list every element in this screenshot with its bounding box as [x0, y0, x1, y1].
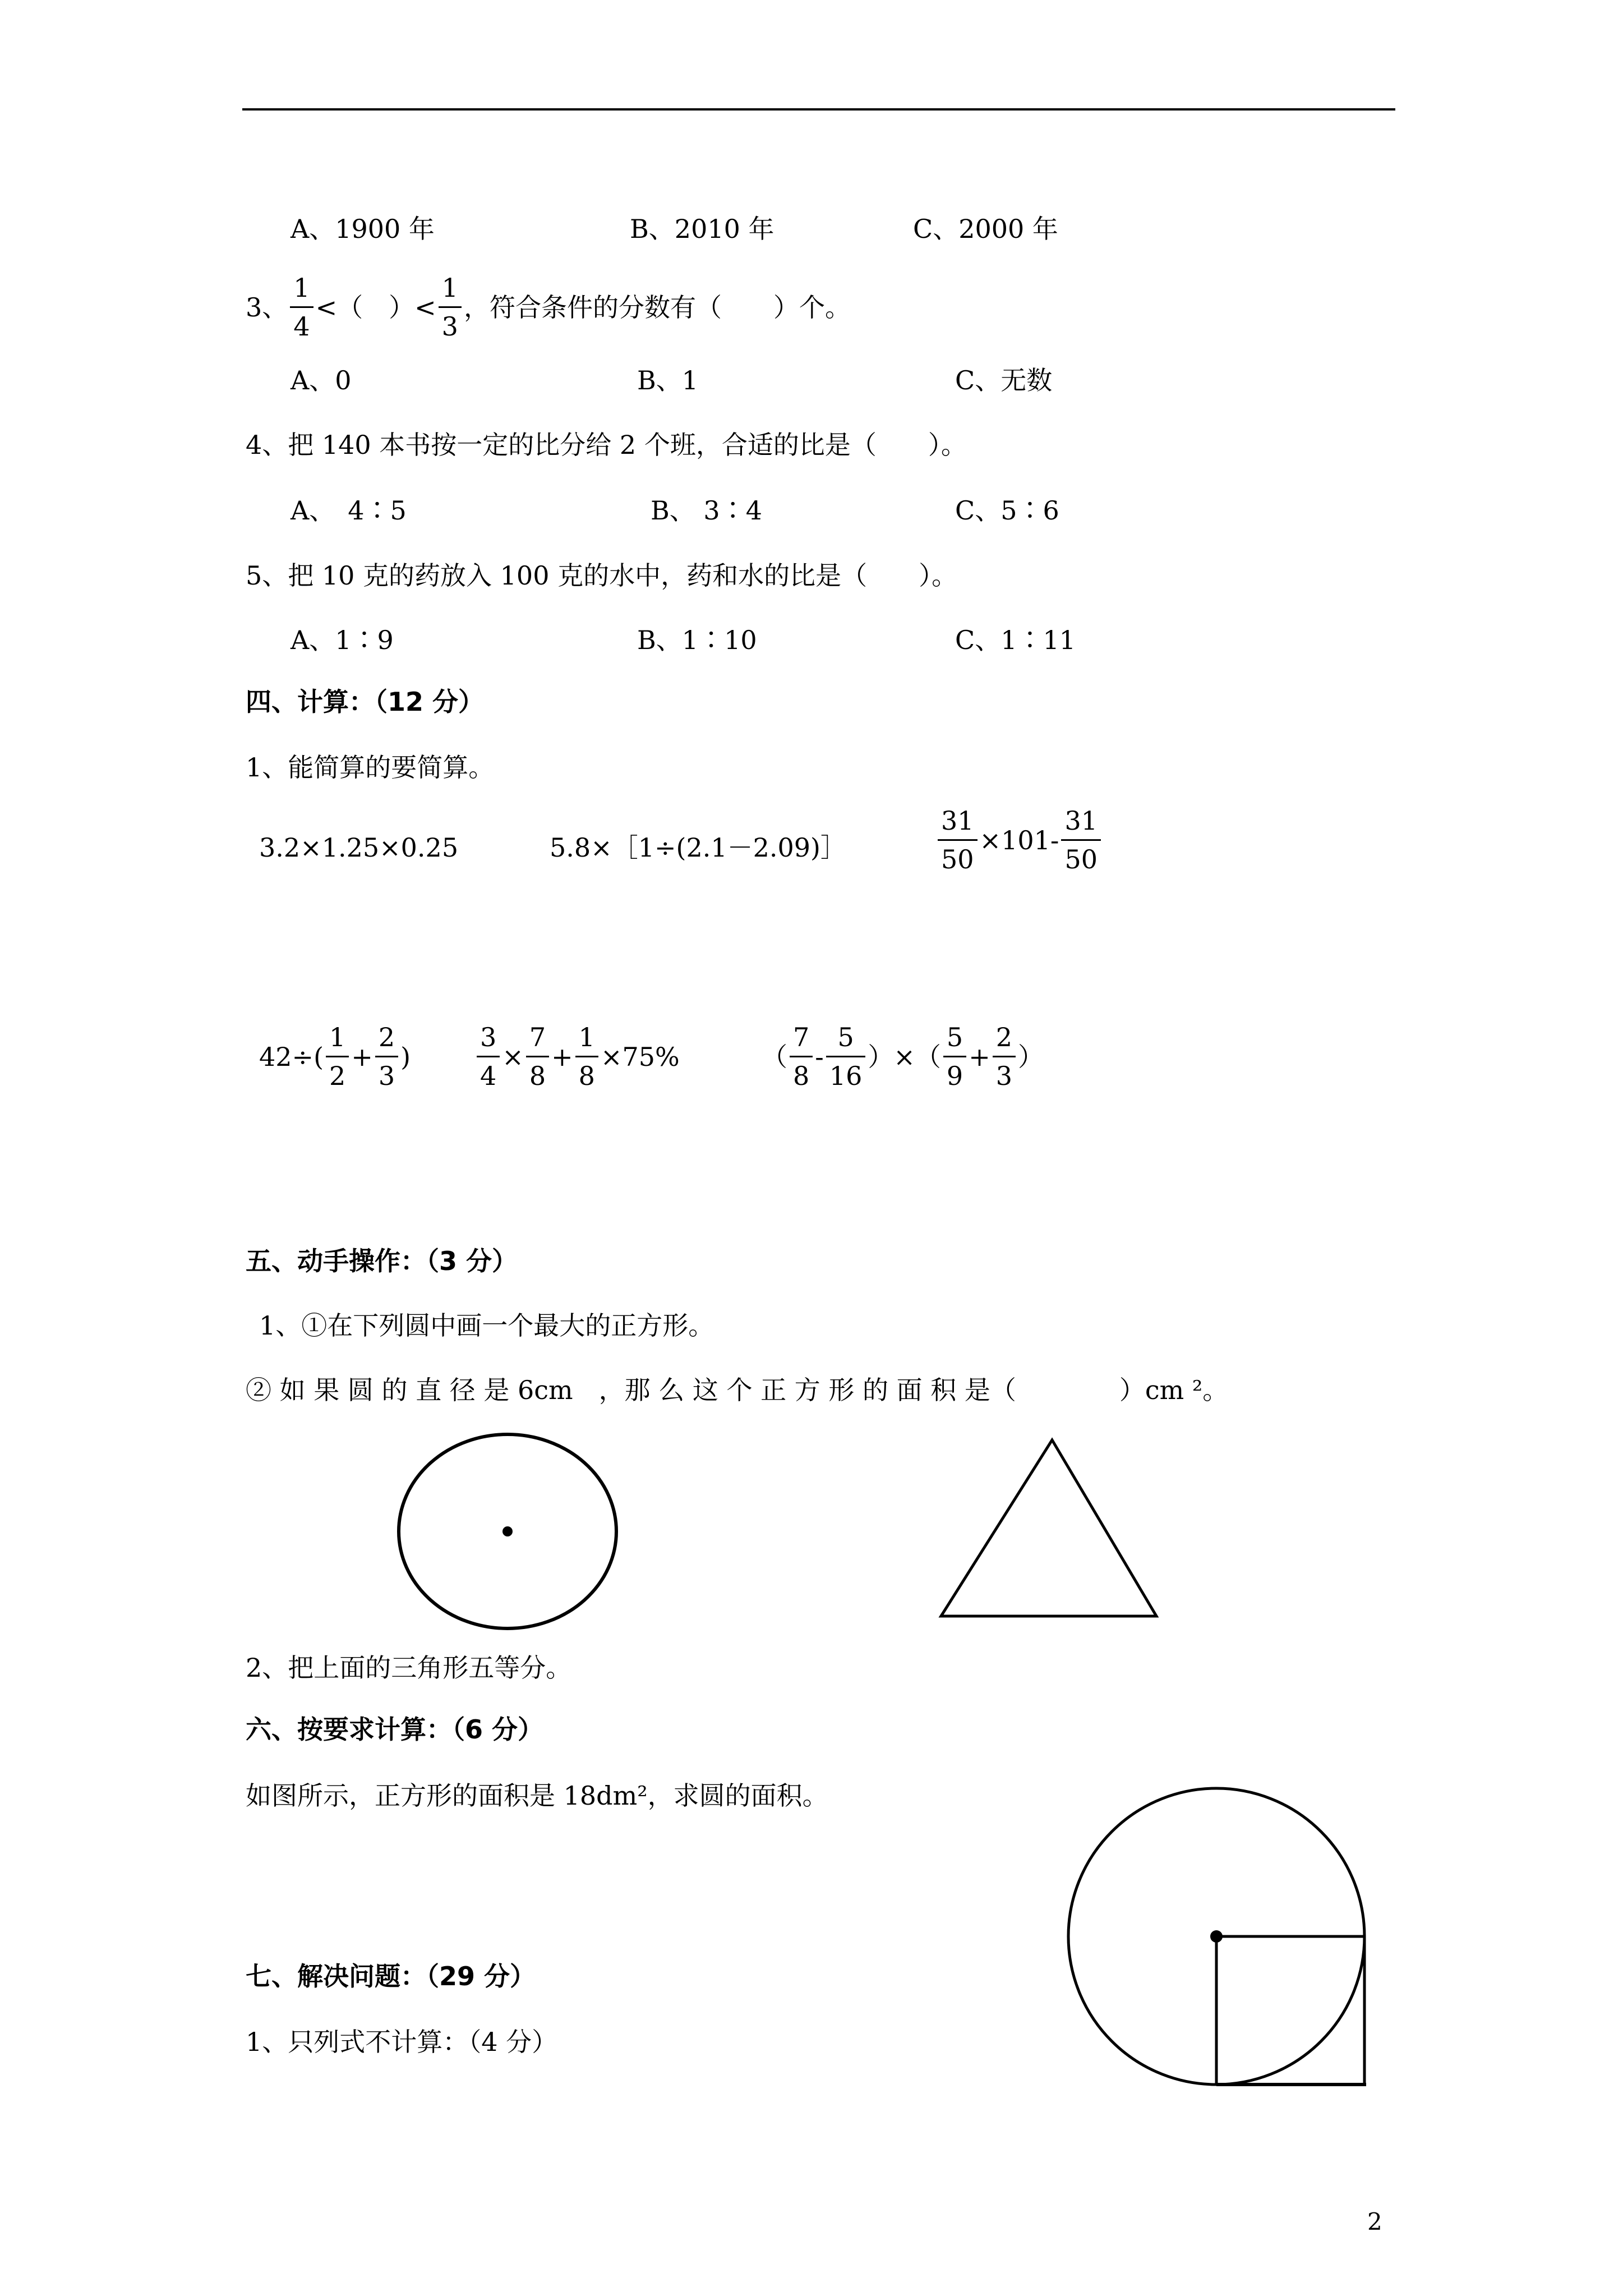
q4-option-b: B、 3∶4	[651, 495, 762, 526]
figure-triangle	[931, 1433, 1172, 1624]
q5-question: 5、把 10 克的药放入 100 克的水中，药和水的比是（ ）。	[246, 560, 958, 591]
q3-option-a: A、0	[291, 365, 352, 395]
q5-option-c: C、1∶11	[955, 625, 1076, 655]
q3-fraction-right: $\frac{1}{3}$	[439, 275, 462, 339]
q2-option-c: C、2000 年	[913, 214, 1058, 244]
section7-title: 七、解决问题：（29 分）	[246, 1961, 536, 1991]
q2-option-a: A、1900 年	[291, 214, 435, 244]
expr-6: （ $\frac{7}{8}$ - $\frac{5}{16}$ ） × （ $\frac{5}{9}$ + $\frac{2}{3}$ ）	[762, 1022, 1044, 1091]
q5-option-b: B、1∶10	[637, 625, 757, 655]
expr-2: 5.8×［1÷(2.1－2.09)］	[550, 832, 846, 863]
q3-number: 3、	[246, 292, 288, 323]
section5-title: 五、动手操作：（3 分）	[246, 1246, 518, 1276]
center-dot	[1210, 1930, 1223, 1943]
circle-center-dot	[502, 1526, 513, 1536]
q3-tail: ，符合条件的分数有（ ）个。	[463, 292, 851, 323]
section4-title: 四、计算：（12 分）	[246, 687, 485, 717]
quarter-square	[1216, 1936, 1364, 2085]
q3-less-than: <	[315, 292, 338, 323]
section6-title: 六、按要求计算：（6 分）	[246, 1714, 544, 1745]
q2-option-b: B、2010 年	[630, 214, 774, 244]
expr-4: 42÷( $\frac{1}{2}$ + $\frac{2}{3}$ )	[259, 1022, 411, 1091]
q3-less-than-2: <	[414, 292, 436, 323]
figure-circle	[387, 1425, 628, 1638]
q5-option-a: A、1∶9	[291, 625, 394, 655]
expr-5: $\frac{3}{4}$ × $\frac{7}{8}$ + $\frac{1}{8}$ ×75%	[474, 1024, 680, 1089]
figure-circle-square	[1054, 1775, 1380, 2101]
q4-option-c: C、5∶6	[955, 495, 1059, 526]
section5-line2: ② 如 果 圆 的 直 径 是 6cm ，那 么 这 个 正 方 形 的 面 积 是（ ）cm ²。	[246, 1375, 1229, 1405]
page-number: 2	[1367, 2208, 1382, 2235]
q4-question: 4、把 140 本书按一定的比分给 2 个班，合适的比是（ ）。	[246, 430, 967, 460]
expr-1: 3.2×1.25×0.25	[259, 832, 459, 863]
expr-3: $\frac{31}{50}$ ×101- $\frac{31}{50}$	[935, 808, 1103, 872]
section7-sub1: 1、只列式不计算：（4 分）	[246, 2027, 558, 2057]
section4-instruction: 1、能简算的要简算。	[246, 752, 495, 783]
section6-text: 如图所示，正方形的面积是 18dm²，求圆的面积。	[246, 1780, 828, 1811]
triangle-outline	[941, 1440, 1156, 1616]
q3-question	[246, 273, 851, 342]
q3-option-c: C、无数	[955, 365, 1053, 395]
section5-line3: 2、把上面的三角形五等分。	[246, 1653, 572, 1683]
q3-blank: （ ）	[337, 292, 415, 323]
q3-fraction-left: $\frac{1}{4}$	[290, 275, 313, 339]
section5-line1: 1、①在下列圆中画一个最大的正方形。	[259, 1310, 714, 1341]
header-rule	[242, 108, 1395, 111]
q3-option-b: B、1	[637, 365, 699, 395]
q4-option-a: A、 4∶5	[291, 495, 407, 526]
